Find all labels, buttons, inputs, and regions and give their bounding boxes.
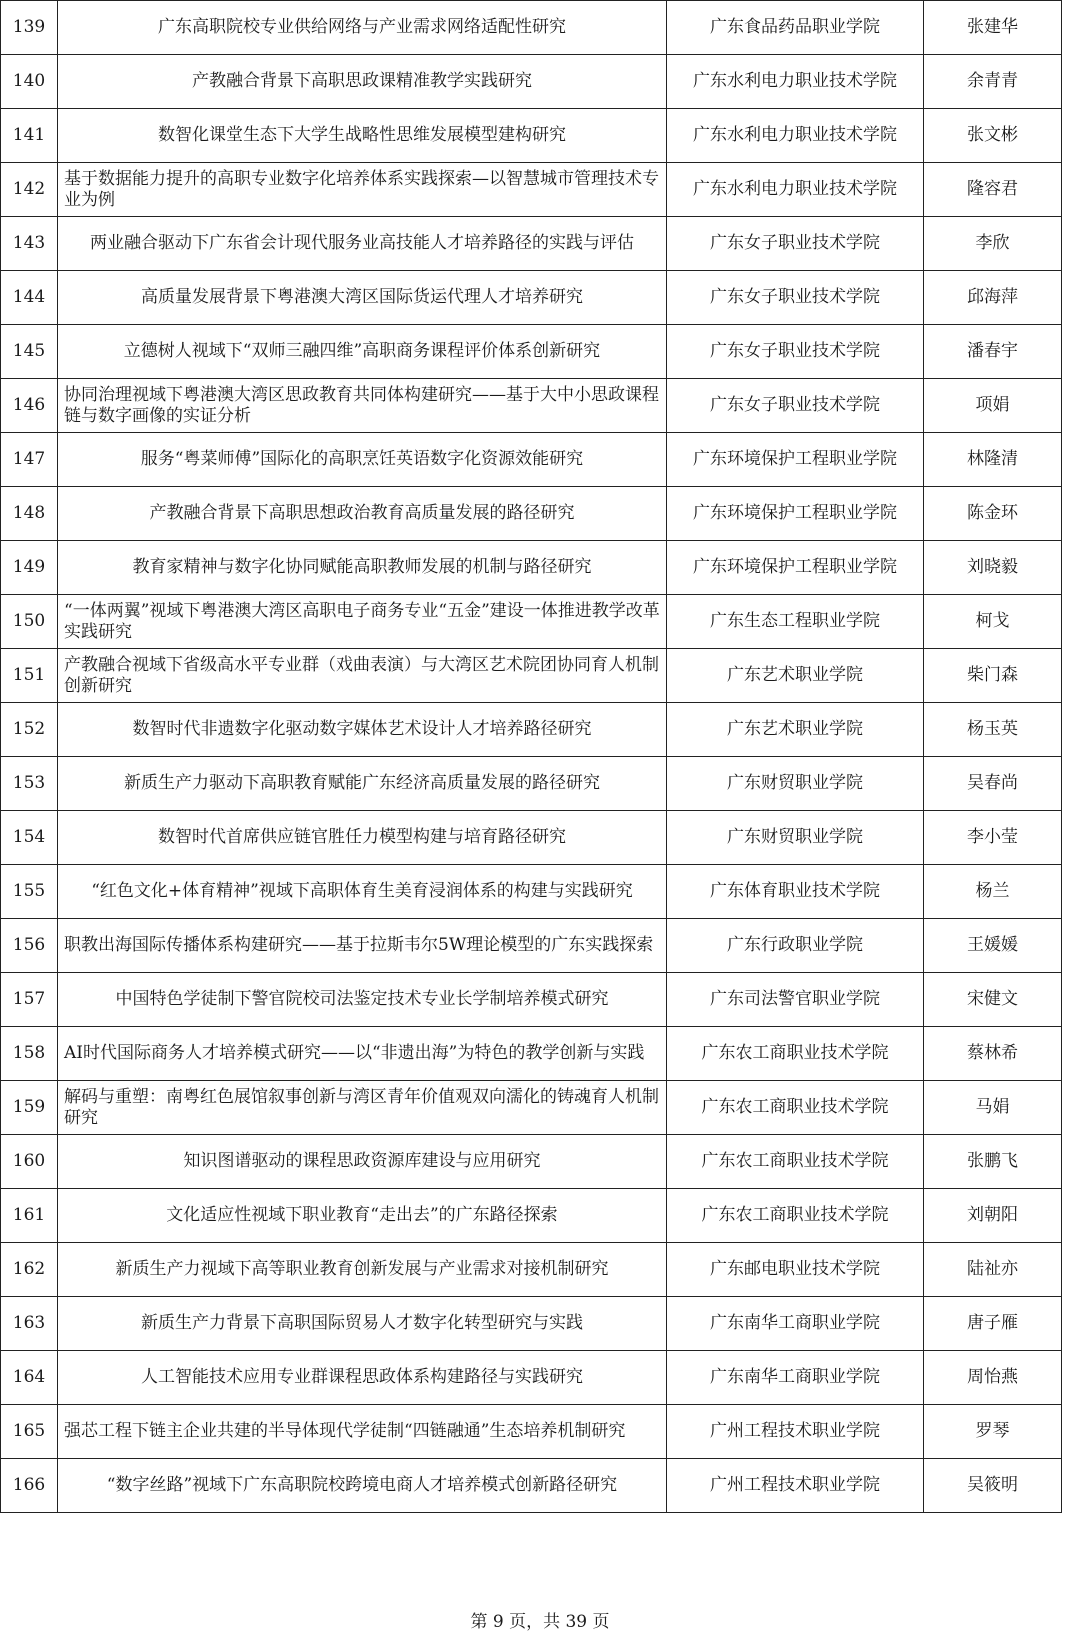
school-name: 广东水利电力职业技术学院 xyxy=(667,163,924,217)
row-number: 144 xyxy=(1,271,58,325)
table-row xyxy=(1,919,1062,973)
project-title: 产教融合视域下省级高水平专业群（戏曲表演）与大湾区艺术院团协同育人机制创新研究 xyxy=(58,649,667,703)
school-name: 广东环境保护工程职业学院 xyxy=(667,433,924,487)
table-row xyxy=(1,1459,1062,1513)
person-name: 潘春宇 xyxy=(924,325,1062,379)
school-name: 广东生态工程职业学院 xyxy=(667,595,924,649)
school-name: 广东水利电力职业技术学院 xyxy=(667,55,924,109)
school-name: 广东体育职业技术学院 xyxy=(667,865,924,919)
project-title: AI时代国际商务人才培养模式研究——以“非遗出海”为特色的教学创新与实践 xyxy=(58,1027,667,1081)
person-name: 刘朝阳 xyxy=(924,1189,1062,1243)
row-number: 162 xyxy=(1,1243,58,1297)
table-row xyxy=(1,1297,1062,1351)
project-title: 高质量发展背景下粤港澳大湾区国际货运代理人才培养研究 xyxy=(58,271,667,325)
person-name: 杨兰 xyxy=(924,865,1062,919)
person-name: 邱海萍 xyxy=(924,271,1062,325)
table-row xyxy=(1,757,1062,811)
school-name: 广东南华工商职业学院 xyxy=(667,1351,924,1405)
table-row xyxy=(1,487,1062,541)
person-name: 李欣 xyxy=(924,217,1062,271)
table-row xyxy=(1,379,1062,433)
table-row xyxy=(1,1081,1062,1135)
school-name: 广东环境保护工程职业学院 xyxy=(667,541,924,595)
person-name: 张鹏飞 xyxy=(924,1135,1062,1189)
person-name: 杨玉英 xyxy=(924,703,1062,757)
row-number: 163 xyxy=(1,1297,58,1351)
row-number: 159 xyxy=(1,1081,58,1135)
person-name: 王媛媛 xyxy=(924,919,1062,973)
project-title: 新质生产力背景下高职国际贸易人才数字化转型研究与实践 xyxy=(58,1297,667,1351)
project-title: 立德树人视域下“双师三融四维”高职商务课程评价体系创新研究 xyxy=(58,325,667,379)
table-row xyxy=(1,163,1062,217)
project-title: 知识图谱驱动的课程思政资源库建设与应用研究 xyxy=(58,1135,667,1189)
person-name: 余青青 xyxy=(924,55,1062,109)
row-number: 160 xyxy=(1,1135,58,1189)
project-title: 两业融合驱动下广东省会计现代服务业高技能人才培养路径的实践与评估 xyxy=(58,217,667,271)
table-row xyxy=(1,55,1062,109)
person-name: 周怡燕 xyxy=(924,1351,1062,1405)
school-name: 广东财贸职业学院 xyxy=(667,811,924,865)
table-row xyxy=(1,1243,1062,1297)
table-body xyxy=(1,1,1062,1513)
school-name: 广东艺术职业学院 xyxy=(667,703,924,757)
project-title: 中国特色学徒制下警官院校司法鉴定技术专业长学制培养模式研究 xyxy=(58,973,667,1027)
project-title: 数智时代非遗数字化驱动数字媒体艺术设计人才培养路径研究 xyxy=(58,703,667,757)
project-title: 文化适应性视域下职业教育“走出去”的广东路径探索 xyxy=(58,1189,667,1243)
person-name: 刘晓毅 xyxy=(924,541,1062,595)
table-row xyxy=(1,271,1062,325)
table-row xyxy=(1,1135,1062,1189)
row-number: 161 xyxy=(1,1189,58,1243)
table-row xyxy=(1,811,1062,865)
row-number: 148 xyxy=(1,487,58,541)
table-row xyxy=(1,973,1062,1027)
project-title: 教育家精神与数字化协同赋能高职教师发展的机制与路径研究 xyxy=(58,541,667,595)
school-name: 广东农工商职业技术学院 xyxy=(667,1081,924,1135)
row-number: 153 xyxy=(1,757,58,811)
row-number: 150 xyxy=(1,595,58,649)
school-name: 广东女子职业技术学院 xyxy=(667,271,924,325)
person-name: 宋健文 xyxy=(924,973,1062,1027)
person-name: 柴门森 xyxy=(924,649,1062,703)
school-name: 广东女子职业技术学院 xyxy=(667,325,924,379)
school-name: 广东农工商职业技术学院 xyxy=(667,1027,924,1081)
table-row xyxy=(1,649,1062,703)
project-title: 协同治理视域下粤港澳大湾区思政教育共同体构建研究——基于大中小思政课程链与数字画像的实证分析 xyxy=(58,379,667,433)
person-name: 吴春尚 xyxy=(924,757,1062,811)
table-row xyxy=(1,217,1062,271)
table-row xyxy=(1,595,1062,649)
school-name: 广东环境保护工程职业学院 xyxy=(667,487,924,541)
row-number: 165 xyxy=(1,1405,58,1459)
school-name: 广东财贸职业学院 xyxy=(667,757,924,811)
project-title: 人工智能技术应用专业群课程思政体系构建路径与实践研究 xyxy=(58,1351,667,1405)
person-name: 李小莹 xyxy=(924,811,1062,865)
row-number: 140 xyxy=(1,55,58,109)
row-number: 152 xyxy=(1,703,58,757)
table-row xyxy=(1,1405,1062,1459)
person-name: 唐子雁 xyxy=(924,1297,1062,1351)
school-name: 广东南华工商职业学院 xyxy=(667,1297,924,1351)
row-number: 141 xyxy=(1,109,58,163)
table-row xyxy=(1,433,1062,487)
project-title: “数字丝路”视域下广东高职院校跨境电商人才培养模式创新路径研究 xyxy=(58,1459,667,1513)
project-title: 数智时代首席供应链官胜任力模型构建与培育路径研究 xyxy=(58,811,667,865)
row-number: 143 xyxy=(1,217,58,271)
project-title: 服务“粤菜师傅”国际化的高职烹饪英语数字化资源效能研究 xyxy=(58,433,667,487)
page-footer: 第 9 页，共 39 页 xyxy=(470,1612,610,1632)
project-title: 数智化课堂生态下大学生战略性思维发展模型建构研究 xyxy=(58,109,667,163)
project-title: 产教融合背景下高职思政课精准教学实践研究 xyxy=(58,55,667,109)
table-row xyxy=(1,109,1062,163)
project-title: “红色文化+体育精神”视域下高职体育生美育浸润体系的构建与实践研究 xyxy=(58,865,667,919)
school-name: 广州工程技术职业学院 xyxy=(667,1459,924,1513)
row-number: 156 xyxy=(1,919,58,973)
project-title: 新质生产力视域下高等职业教育创新发展与产业需求对接机制研究 xyxy=(58,1243,667,1297)
school-name: 广东邮电职业技术学院 xyxy=(667,1243,924,1297)
project-title: 基于数据能力提升的高职专业数字化培养体系实践探索—以智慧城市管理技术专业为例 xyxy=(58,163,667,217)
project-title: 产教融合背景下高职思想政治教育高质量发展的路径研究 xyxy=(58,487,667,541)
row-number: 154 xyxy=(1,811,58,865)
row-number: 147 xyxy=(1,433,58,487)
school-name: 广东行政职业学院 xyxy=(667,919,924,973)
school-name: 广东女子职业技术学院 xyxy=(667,217,924,271)
school-name: 广州工程技术职业学院 xyxy=(667,1405,924,1459)
project-title: 强芯工程下链主企业共建的半导体现代学徒制“四链融通”生态培养机制研究 xyxy=(58,1405,667,1459)
row-number: 164 xyxy=(1,1351,58,1405)
row-number: 146 xyxy=(1,379,58,433)
school-name: 广东司法警官职业学院 xyxy=(667,973,924,1027)
project-title: 广东高职院校专业供给网络与产业需求网络适配性研究 xyxy=(58,1,667,55)
person-name: 隆容君 xyxy=(924,163,1062,217)
person-name: 柯戈 xyxy=(924,595,1062,649)
project-title: 职教出海国际传播体系构建研究——基于拉斯韦尔5W理论模型的广东实践探索 xyxy=(58,919,667,973)
row-number: 166 xyxy=(1,1459,58,1513)
project-title: 新质生产力驱动下高职教育赋能广东经济高质量发展的路径研究 xyxy=(58,757,667,811)
person-name: 罗琴 xyxy=(924,1405,1062,1459)
person-name: 蔡林希 xyxy=(924,1027,1062,1081)
person-name: 陈金环 xyxy=(924,487,1062,541)
person-name: 马娟 xyxy=(924,1081,1062,1135)
table-row xyxy=(1,1351,1062,1405)
row-number: 149 xyxy=(1,541,58,595)
row-number: 139 xyxy=(1,1,58,55)
person-name: 林隆清 xyxy=(924,433,1062,487)
person-name: 张建华 xyxy=(924,1,1062,55)
person-name: 吴筱明 xyxy=(924,1459,1062,1513)
school-name: 广东艺术职业学院 xyxy=(667,649,924,703)
school-name: 广东农工商职业技术学院 xyxy=(667,1189,924,1243)
person-name: 项娟 xyxy=(924,379,1062,433)
school-name: 广东女子职业技术学院 xyxy=(667,379,924,433)
row-number: 142 xyxy=(1,163,58,217)
school-name: 广东农工商职业技术学院 xyxy=(667,1135,924,1189)
table-row xyxy=(1,541,1062,595)
table-row xyxy=(1,1,1062,55)
row-number: 155 xyxy=(1,865,58,919)
person-name: 陆祉亦 xyxy=(924,1243,1062,1297)
row-number: 157 xyxy=(1,973,58,1027)
row-number: 158 xyxy=(1,1027,58,1081)
school-name: 广东食品药品职业学院 xyxy=(667,1,924,55)
project-title: “一体两翼”视域下粤港澳大湾区高职电子商务专业“五金”建设一体推进教学改革实践研究 xyxy=(58,595,667,649)
table-row xyxy=(1,1189,1062,1243)
table-row xyxy=(1,703,1062,757)
table-row xyxy=(1,865,1062,919)
table-row xyxy=(1,325,1062,379)
person-name: 张文彬 xyxy=(924,109,1062,163)
table-row xyxy=(1,1027,1062,1081)
school-name: 广东水利电力职业技术学院 xyxy=(667,109,924,163)
project-title: 解码与重塑：南粤红色展馆叙事创新与湾区青年价值观双向濡化的铸魂育人机制研究 xyxy=(58,1081,667,1135)
row-number: 145 xyxy=(1,325,58,379)
row-number: 151 xyxy=(1,649,58,703)
